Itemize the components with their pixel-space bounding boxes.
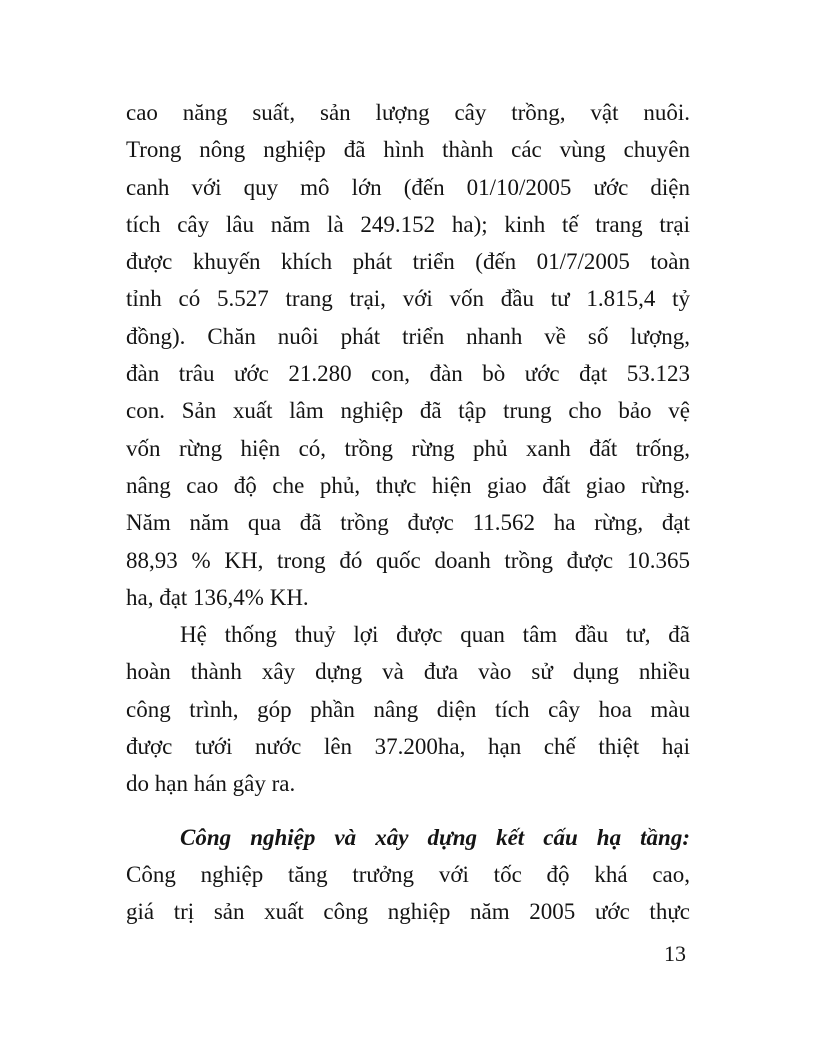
text-line: đàn trâu ước 21.280 con, đàn bò ước đạt 53.123 — [126, 361, 690, 387]
text-line: được khuyến khích phát triển (đến 01/7/2005 toàn — [126, 249, 690, 275]
text-line: Công nghiệp tăng trưởng với tốc độ khá cao, — [126, 861, 690, 887]
text-line: công trình, góp phần nâng diện tích cây hoa màu — [126, 696, 690, 722]
text-line: Trong nông nghiệp đã hình thành các vùng chuyên — [126, 137, 690, 163]
page-body — [126, 94, 690, 931]
text-line: Năm năm qua đã trồng được 11.562 ha rừng, đạt — [126, 510, 690, 536]
text-line: nâng cao độ che phủ, thực hiện giao đất giao rừng. — [126, 472, 690, 498]
text-line: 88,93 % KH, trong đó quốc doanh trồng được 10.365 — [126, 547, 690, 573]
paragraph-agriculture — [126, 94, 690, 616]
text-line: canh với quy mô lớn (đến 01/10/2005 ước diện — [126, 174, 690, 200]
text-line: hoàn thành xây dựng và đưa vào sử dụng nhiều — [126, 659, 690, 685]
text-line: con. Sản xuất lâm nghiệp đã tập trung cho bảo vệ — [126, 398, 690, 424]
text-line: ha, đạt 136,4% KH. — [126, 584, 309, 610]
text-line: cao năng suất, sản lượng cây trồng, vật nuôi. — [126, 100, 690, 125]
text-line: tích cây lâu năm là 249.152 ha); kinh tế trang trại — [126, 211, 690, 237]
text-line: được tưới nước lên 37.200ha, hạn chế thiệt hại — [126, 734, 690, 760]
text-line: vốn rừng hiện có, trồng rừng phủ xanh đất trống, — [126, 435, 690, 461]
text-line: do hạn hán gây ra. — [126, 771, 296, 797]
paragraph-spacer — [126, 803, 690, 819]
paragraph-irrigation — [126, 616, 690, 802]
text-line: đồng). Chăn nuôi phát triển nhanh về số lượng, — [126, 323, 690, 349]
section-heading: Công nghiệp và xây dựng kết cấu hạ tầng: — [180, 824, 690, 850]
paragraph-industry — [126, 819, 690, 931]
text-line: Hệ thống thuỷ lợi được quan tâm đầu tư, đã — [180, 622, 690, 648]
page-number: 13 — [664, 941, 686, 966]
text-line: giá trị sản xuất công nghiệp năm 2005 ước thực — [126, 899, 690, 925]
text-line: tỉnh có 5.527 trang trại, với vốn đầu tư 1.815,4 tỷ — [126, 286, 690, 312]
